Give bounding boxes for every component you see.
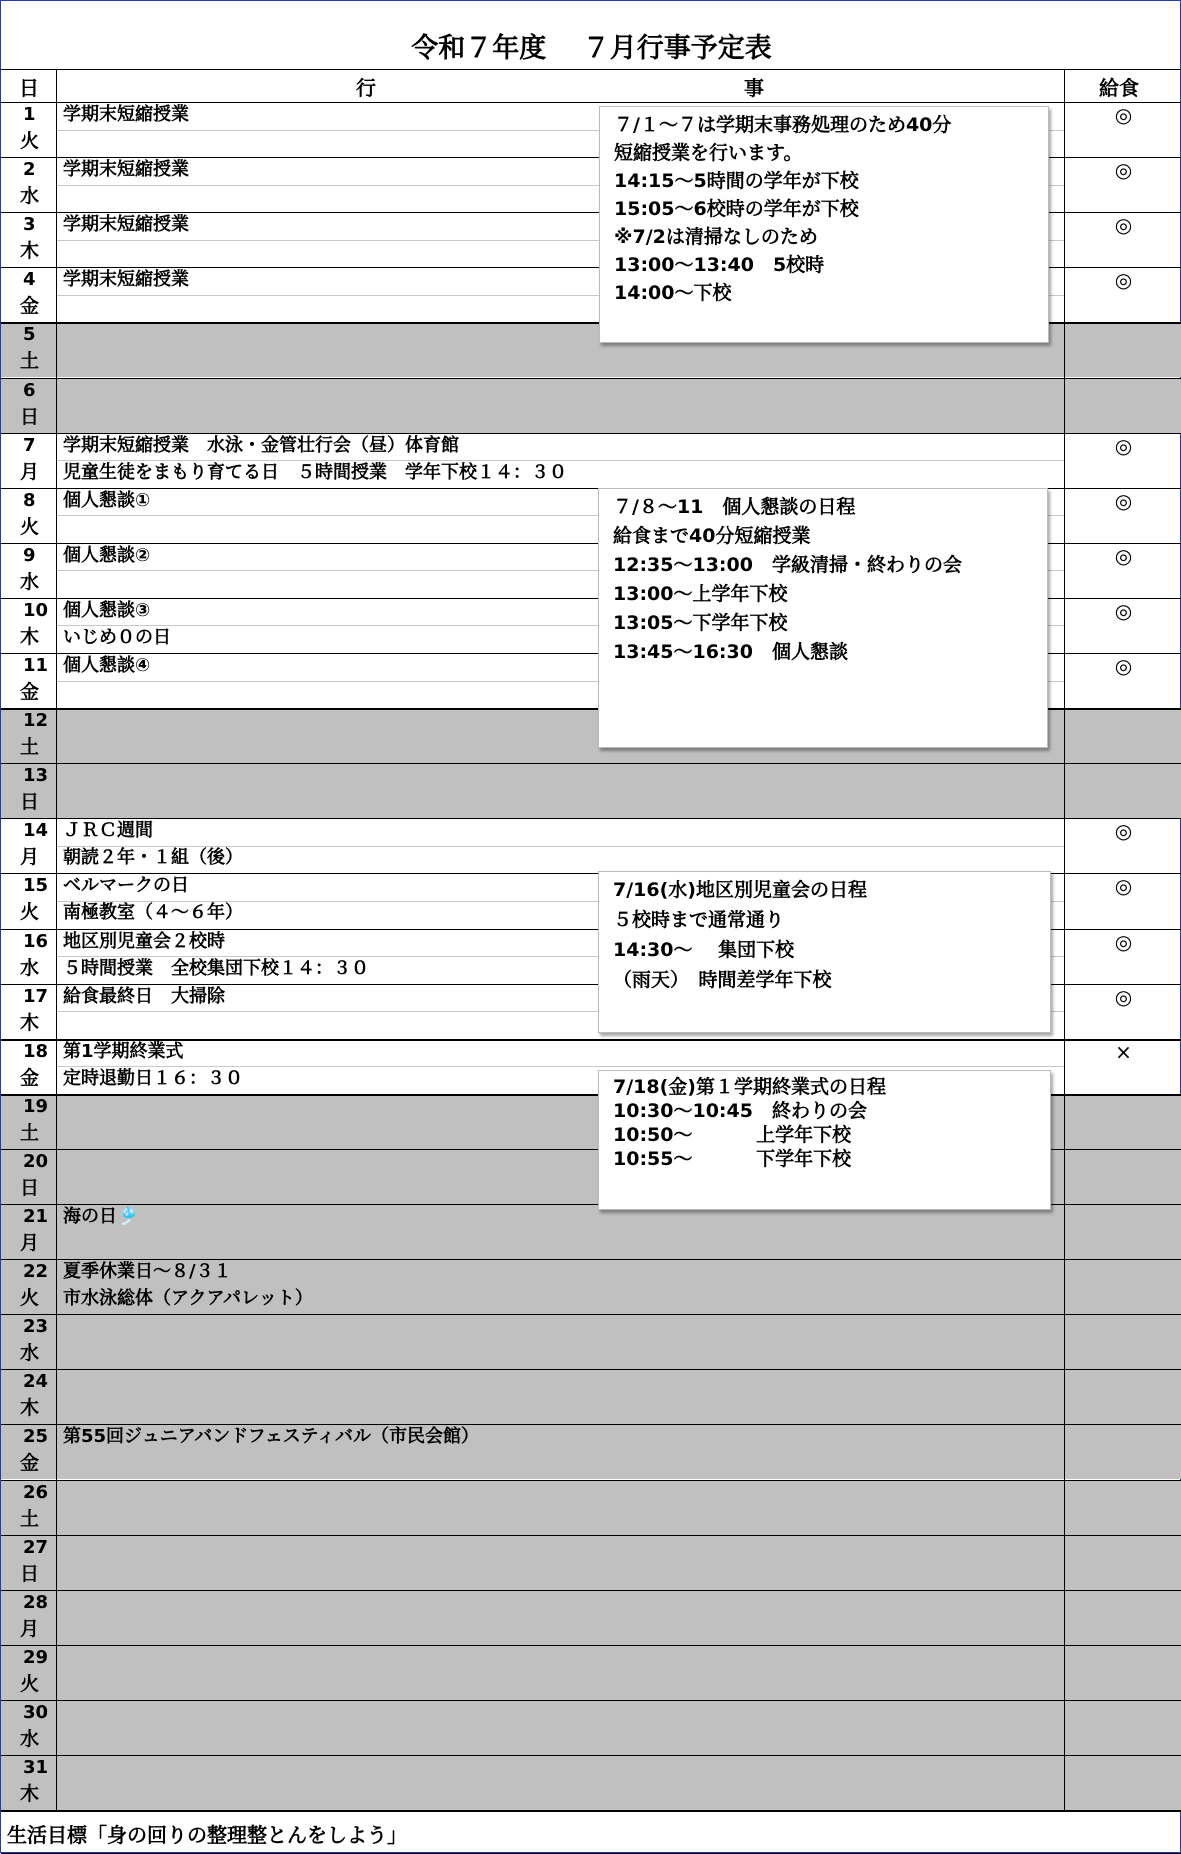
meal-mark: ◎	[1114, 158, 1133, 183]
row-border	[1, 1314, 1181, 1315]
day-number: 27	[23, 1536, 49, 1558]
row-subdivider	[57, 1066, 1064, 1067]
day-of-week: 土	[20, 736, 40, 759]
event-cell	[57, 1700, 1064, 1755]
meal-cell	[1065, 378, 1181, 433]
event-line-1: 夏季休業日～８/３１	[63, 1261, 232, 1283]
day-cell	[1, 929, 56, 984]
meal-cell	[1065, 1204, 1181, 1259]
note-line: ７/８～11 個人懇談の日程	[613, 496, 856, 518]
event-line-1: 学期末短縮授業	[63, 269, 189, 291]
column-border	[1064, 69, 1065, 1810]
event-line-2: 定時退勤日１６：３０	[63, 1067, 243, 1089]
day-number: 17	[23, 985, 49, 1007]
meal-mark: ◎	[1114, 654, 1133, 678]
table-row	[1, 1480, 1181, 1535]
event-cell	[57, 1590, 1064, 1645]
day-of-week: 水	[20, 956, 40, 979]
row-border	[1, 763, 1181, 764]
event-line-1: 第1学期終業式	[63, 1040, 184, 1062]
day-cell	[1, 543, 56, 598]
header-day: 日	[19, 76, 39, 100]
day-number: 18	[23, 1040, 49, 1062]
day-cell	[1, 1039, 56, 1094]
header-event-left: 行	[356, 76, 376, 100]
day-of-week: 金	[20, 1066, 40, 1089]
day-cell	[1, 763, 56, 818]
day-cell	[1, 267, 56, 322]
day-cell	[1, 1755, 56, 1810]
note-line: 12:35～13:00 学級清掃・終わりの会	[613, 554, 962, 576]
day-of-week: 金	[20, 1452, 40, 1475]
event-line-1: 個人懇談②	[63, 544, 151, 566]
day-of-week: 木	[20, 625, 40, 648]
day-cell	[1, 1204, 56, 1259]
note-box-closing-ceremony	[598, 1070, 1051, 1210]
row-border	[1, 1369, 1181, 1370]
note-box-conferences	[598, 488, 1048, 748]
meal-mark: ×	[1115, 1039, 1132, 1064]
table-row	[1, 1204, 1181, 1259]
day-cell	[1, 818, 56, 873]
day-number: 14	[23, 820, 49, 842]
day-cell	[1, 1480, 56, 1535]
column-border	[56, 69, 57, 1810]
meal-cell	[1065, 267, 1181, 322]
event-line-1: 第55回ジュニアバンドフェスティバル（市民会館）	[63, 1426, 480, 1448]
event-line-1: 学期末短縮授業	[63, 214, 189, 236]
meal-cell	[1065, 1755, 1181, 1810]
day-number: 2	[23, 159, 36, 181]
note-line: 14:00～下校	[614, 282, 732, 304]
day-cell	[1, 488, 56, 543]
day-number: 10	[23, 599, 49, 621]
meal-cell	[1065, 653, 1181, 708]
day-of-week: 水	[20, 1342, 40, 1365]
day-cell	[1, 1259, 56, 1314]
meal-cell	[1065, 818, 1181, 873]
table-row	[1, 1590, 1181, 1645]
day-number: 19	[23, 1095, 49, 1117]
event-cell	[57, 1424, 1064, 1479]
note-line: （雨天） 時間差学年下校	[613, 969, 832, 991]
note-line: 14:30～ 集団下校	[613, 939, 795, 961]
day-cell	[1, 1149, 56, 1204]
day-cell	[1, 102, 56, 157]
day-of-week: 日	[20, 405, 40, 428]
day-number: 30	[23, 1701, 49, 1723]
day-of-week: 水	[20, 185, 40, 208]
note-line: 10:50～ 上学年下校	[613, 1124, 852, 1146]
note-line: 13:45～16:30 個人懇談	[613, 641, 848, 663]
event-cell	[57, 1204, 1064, 1259]
day-cell	[1, 1369, 56, 1424]
day-of-week: 木	[20, 240, 40, 263]
meal-mark: ◎	[1114, 433, 1133, 458]
table-row	[1, 1259, 1181, 1314]
meal-cell	[1065, 1535, 1181, 1590]
day-number: 22	[23, 1261, 49, 1283]
event-line-1: 個人懇談④	[63, 655, 151, 676]
day-of-week: 水	[20, 570, 40, 593]
day-number: 11	[23, 655, 49, 676]
note-line: 13:00～13:40 5校時	[614, 254, 825, 276]
note-line: 10:30～10:45 終わりの会	[613, 1100, 867, 1122]
event-line-1: 地区別児童会２校時	[63, 930, 225, 952]
note-line: 7/16(水)地区別児童会の日程	[613, 879, 867, 901]
table-row	[1, 1535, 1181, 1590]
meal-cell	[1065, 157, 1181, 212]
note-line: ※7/2は清掃なしのため	[614, 226, 818, 248]
table-row	[1, 378, 1181, 433]
day-number: 6	[23, 379, 36, 401]
meal-mark: ◎	[1114, 874, 1133, 899]
meal-cell	[1065, 322, 1181, 377]
meal-cell	[1065, 1424, 1181, 1479]
day-cell	[1, 433, 56, 488]
note-line: 15:05～6校時の学年が下校	[614, 198, 859, 220]
day-number: 28	[23, 1591, 49, 1613]
meal-cell	[1065, 929, 1181, 984]
day-number: 9	[23, 544, 36, 566]
header-event-right: 事	[744, 76, 764, 100]
row-subdivider	[57, 460, 1064, 461]
event-cell	[57, 1755, 1064, 1810]
row-border	[1, 1590, 1181, 1591]
day-cell	[1, 873, 56, 928]
day-cell	[1, 212, 56, 267]
meal-cell	[1065, 1645, 1181, 1700]
meal-cell	[1065, 488, 1181, 543]
day-number: 5	[23, 324, 36, 346]
note-line: ５校時まで通常通り	[613, 909, 785, 931]
day-of-week: 木	[20, 1011, 40, 1034]
meal-mark: ◎	[1114, 213, 1133, 238]
day-of-week: 水	[20, 1727, 40, 1750]
row-border	[1, 1039, 1181, 1041]
row-border	[1, 1755, 1181, 1756]
event-cell	[57, 1259, 1064, 1314]
life-goal: 生活目標「身の回りの整理整とんをしよう」	[7, 1823, 407, 1847]
day-cell	[1, 653, 56, 708]
meal-cell	[1065, 1480, 1181, 1535]
day-cell	[1, 1590, 56, 1645]
day-of-week: 火	[20, 901, 40, 924]
meal-cell	[1065, 543, 1181, 598]
meal-cell	[1065, 1590, 1181, 1645]
meal-cell	[1065, 598, 1181, 653]
meal-cell	[1065, 1259, 1181, 1314]
day-cell	[1, 984, 56, 1039]
day-cell	[1, 708, 56, 763]
table-row	[1, 1424, 1181, 1479]
day-number: 21	[23, 1206, 49, 1227]
day-cell	[1, 1424, 56, 1479]
day-number: 7	[23, 434, 36, 456]
meal-mark: ◎	[1114, 543, 1133, 568]
day-cell	[1, 1535, 56, 1590]
meal-cell	[1065, 1149, 1181, 1204]
day-of-week: 土	[20, 1121, 40, 1144]
event-line-2: いじめ０の日	[63, 626, 171, 648]
day-number: 23	[23, 1316, 49, 1338]
event-line-2: 朝読２年・１組（後）	[63, 847, 243, 869]
event-line-1: 個人懇談③	[63, 599, 151, 621]
header-meal: 給食	[1099, 76, 1139, 100]
meal-cell	[1065, 1369, 1181, 1424]
note-line: ７/１～７は学期末事務処理のため40分	[614, 114, 952, 136]
event-cell	[57, 1535, 1064, 1590]
event-cell	[57, 378, 1064, 433]
note-line: 7/18(金)第１学期終業式の日程	[613, 1076, 886, 1098]
table-row	[1, 763, 1181, 818]
page-title: 令和７年度 ７月行事予定表	[411, 33, 772, 64]
meal-cell	[1065, 102, 1181, 157]
day-of-week: 月	[20, 1232, 40, 1254]
meal-cell	[1065, 1039, 1181, 1094]
table-row	[1, 1314, 1181, 1369]
event-line-1: 海の日🎐	[63, 1206, 140, 1227]
meal-mark: ◎	[1114, 984, 1133, 1009]
event-cell	[57, 763, 1064, 818]
note-line: 10:55～ 下学年下校	[613, 1148, 852, 1170]
day-of-week: 土	[20, 1507, 40, 1530]
event-cell	[57, 1645, 1064, 1700]
day-number: 12	[23, 710, 49, 732]
day-of-week: 日	[20, 1176, 40, 1199]
event-line-2: 児童生徒をまもり育てる日 ５時間授業 学年下校１４：３０	[63, 461, 567, 483]
meal-cell	[1065, 433, 1181, 488]
event-line-1: 給食最終日 大掃除	[63, 985, 225, 1007]
event-cell	[57, 1314, 1064, 1369]
day-number: 3	[23, 214, 36, 236]
event-cell	[57, 1480, 1064, 1535]
day-number: 26	[23, 1481, 49, 1503]
row-border	[1, 1535, 1181, 1536]
row-border	[1, 1480, 1181, 1481]
meal-mark: ◎	[1114, 598, 1133, 623]
row-border	[1, 1700, 1181, 1701]
table-row	[1, 1700, 1181, 1755]
note-line: 給食まで40分短縮授業	[613, 525, 811, 547]
day-cell	[1, 598, 56, 653]
day-of-week: 木	[20, 1783, 40, 1805]
meal-cell	[1065, 1094, 1181, 1149]
meal-cell	[1065, 1314, 1181, 1369]
meal-mark: ◎	[1114, 488, 1133, 513]
row-border	[1, 1424, 1181, 1425]
day-number: 8	[23, 489, 36, 511]
row-border	[1, 378, 1181, 379]
meal-mark: ◎	[1114, 103, 1133, 127]
note-line: 13:00～上学年下校	[613, 583, 788, 605]
meal-cell	[1065, 873, 1181, 928]
event-line-2: ５時間授業 全校集団下校１４：３０	[63, 957, 369, 979]
event-line-1: 個人懇談①	[63, 489, 151, 511]
day-cell	[1, 378, 56, 433]
event-line-1: ベルマークの日	[63, 875, 189, 897]
event-line-1: ＪＲＣ週間	[63, 820, 153, 842]
day-of-week: 火	[20, 130, 40, 152]
table-row	[1, 1369, 1181, 1424]
day-number: 15	[23, 875, 49, 897]
day-number: 31	[23, 1757, 49, 1778]
meal-mark: ◎	[1114, 819, 1133, 844]
meal-cell	[1065, 984, 1181, 1039]
event-line-1: 学期末短縮授業 水泳・金管壮行会（昼）体育館	[63, 434, 459, 456]
meal-cell	[1065, 708, 1181, 763]
day-of-week: 火	[20, 1672, 40, 1695]
table-row	[1, 1755, 1181, 1810]
day-cell	[1, 1094, 56, 1149]
day-of-week: 火	[20, 515, 40, 538]
day-cell	[1, 322, 56, 377]
table-border	[1, 1810, 1181, 1812]
event-line-1: 学期末短縮授業	[63, 159, 189, 181]
day-number: 13	[23, 765, 49, 787]
day-of-week: 月	[20, 846, 40, 869]
note-line: 13:05～下学年下校	[613, 612, 788, 634]
day-of-week: 木	[20, 1397, 40, 1420]
meal-cell	[1065, 763, 1181, 818]
day-cell	[1, 1645, 56, 1700]
day-of-week: 金	[20, 681, 40, 703]
meal-cell	[1065, 1700, 1181, 1755]
day-of-week: 月	[20, 1617, 40, 1640]
note-box-student-council	[598, 871, 1051, 1033]
day-number: 25	[23, 1426, 49, 1448]
event-line-2: 南極教室（４～６年）	[63, 902, 243, 924]
day-of-week: 日	[20, 791, 40, 814]
row-border	[1, 818, 1181, 819]
event-line-1: 学期末短縮授業	[63, 104, 189, 125]
row-border	[1, 1259, 1181, 1260]
meal-mark: ◎	[1114, 929, 1133, 954]
meal-mark: ◎	[1114, 268, 1133, 293]
day-number: 4	[23, 269, 36, 291]
event-line-2: 市水泳総体（アクアパレット）	[63, 1288, 313, 1310]
table-border	[1, 69, 1181, 70]
day-number: 29	[23, 1646, 49, 1668]
meal-cell	[1065, 212, 1181, 267]
table-border	[1, 102, 1181, 103]
day-of-week: 土	[20, 350, 40, 373]
day-number: 1	[23, 104, 36, 125]
day-number: 24	[23, 1371, 49, 1393]
note-line: 14:15～5時間の学年が下校	[614, 170, 859, 192]
row-border	[1, 1645, 1181, 1646]
day-number: 16	[23, 930, 49, 952]
event-cell	[57, 1369, 1064, 1424]
day-of-week: 日	[20, 1562, 40, 1585]
day-cell	[1, 1314, 56, 1369]
row-border	[1, 433, 1181, 434]
day-of-week: 金	[20, 295, 40, 318]
table-row	[1, 1645, 1181, 1700]
day-number: 20	[23, 1150, 49, 1172]
day-of-week: 火	[20, 1287, 40, 1310]
day-cell	[1, 157, 56, 212]
note-box-early-july	[599, 106, 1049, 343]
day-of-week: 月	[20, 460, 40, 483]
row-subdivider	[57, 846, 1064, 847]
note-line: 短縮授業を行います。	[614, 142, 803, 164]
day-cell	[1, 1700, 56, 1755]
